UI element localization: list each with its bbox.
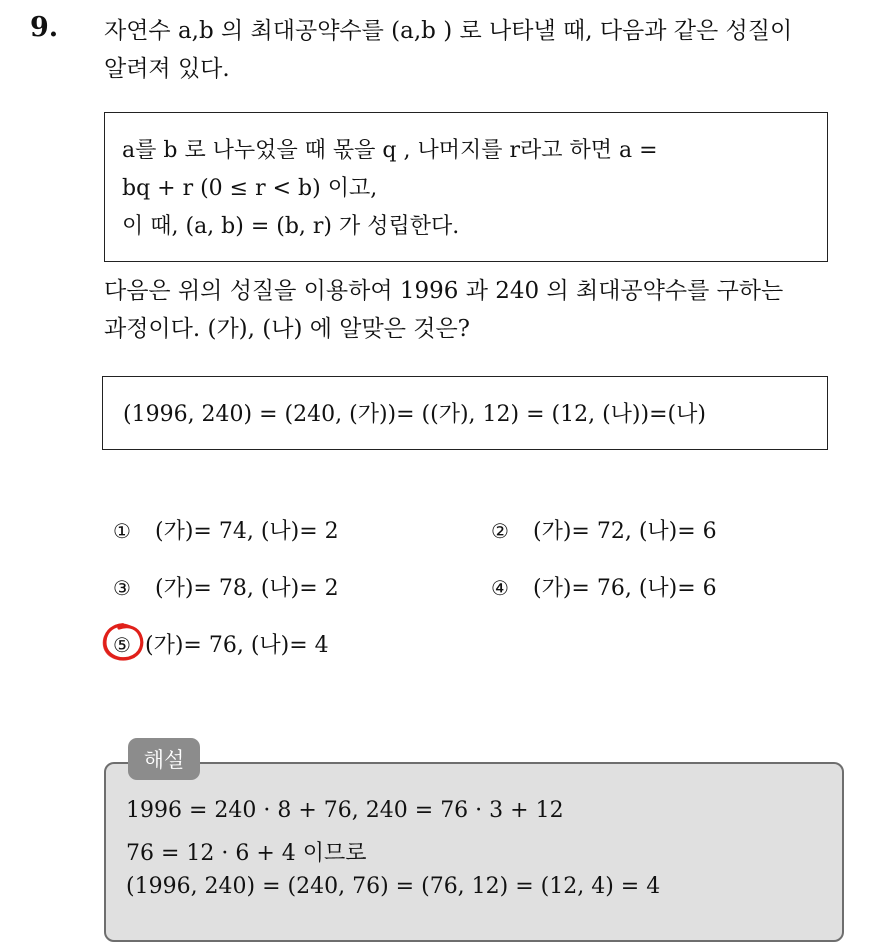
property-line-1: a를 b 로 나누었을 때 몫을 q , 나머지를 r라고 하면 a = [122,138,658,163]
choice-marker: ③ [113,576,131,600]
solution-line-2: 76 = 12 · 6 + 4 이므로 [126,841,367,866]
choice-text: (가)= 74, (나)= 2 [155,519,339,544]
property-line-2: bq + r (0 ≤ r < b) 이고, [122,176,378,201]
choice-marker: ② [491,519,509,543]
solution-line-1: 1996 = 240 · 8 + 76, 240 = 76 · 3 + 12 [126,798,564,823]
question-stem [104,12,869,88]
question-prompt-line-2: 과정이다. (가), (나) 에 알맞은 것은? [104,316,471,342]
question-number: 9. [30,12,59,43]
choice-text: (가)= 78, (나)= 2 [155,576,339,601]
question-stem-line-1: 자연수 a,b 의 최대공약수를 (a,b ) 로 나타낼 때, 다음과 같은 성질이 [104,18,793,44]
choice-text: (가)= 76, (나)= 4 [145,633,329,658]
process-box [102,376,828,450]
property-line-3: 이 때, (a, b) = (b, r) 가 성립한다. [122,214,460,239]
property-box [104,112,828,262]
choice-marker: ① [113,519,131,543]
choice-marker: ⑤ [113,633,131,657]
choice-text: (가)= 72, (나)= 6 [533,519,717,544]
question-prompt [104,272,874,348]
choice-1[interactable] [110,514,339,545]
answer-circle-mark [100,620,148,664]
choice-marker: ④ [491,576,509,600]
choice-text: (가)= 76, (나)= 6 [533,576,717,601]
choice-4[interactable] [488,571,717,602]
solution-line-3: (1996, 240) = (240, 76) = (76, 12) = (12, 4) = 4 [126,874,661,899]
question-stem-line-2: 알려져 있다. [104,56,230,82]
choice-3[interactable] [110,571,339,602]
process-line: (1996, 240) = (240, (가))= ((가), 12) = (12, (나))=(나) [123,402,706,427]
question-prompt-line-1: 다음은 위의 성질을 이용하여 1996 과 240 의 최대공약수를 구하는 [104,278,784,304]
solution-box [104,762,844,942]
solution-tab: 해설 [128,738,200,780]
choice-2[interactable] [488,514,717,545]
